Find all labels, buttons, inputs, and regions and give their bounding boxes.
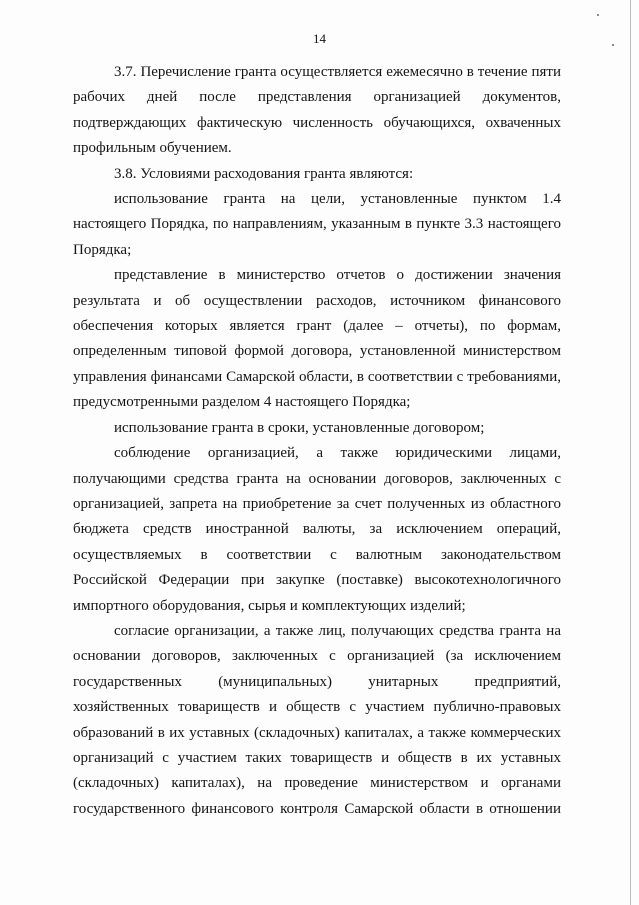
scan-edge <box>630 0 631 905</box>
scan-speck <box>597 14 599 16</box>
paragraph-3-7: 3.7. Перечисление гранта осуществляется ежемесячно в течение пяти рабочих дней после представления организацией документов, подтверждающих фактическую численность обучающихся, охваченных профильным обучением. <box>73 64 561 157</box>
document-body <box>73 60 561 822</box>
condition-purpose: использование гранта на цели, установленные пунктом 1.4 настоящего Порядка, по направлениям, указанным в пункте 3.3 настоящего Порядка; <box>73 191 561 258</box>
paragraph-3-8: 3.8. Условиями расходования гранта являются: <box>114 165 414 182</box>
condition-terms: использование гранта в сроки, установленные договором; <box>114 419 485 436</box>
condition-currency-ban: соблюдение организацией, а также юридическими лицами, получающими средства гранта на основании договоров, заключенных с организацией, запрета на приобретение за счет полученных из областного бюджета средств иностранной валюты, за исключением операций, осуществляемых в соответствии с валютным законодательством Российской Федерации при закупке (поставке) высокотехнологичного импортного оборудования, сырья и комплектующих изделий; <box>73 445 561 614</box>
condition-audit-consent: согласие организации, а также лиц, получающих средства гранта на основании договоров, заключенных с организацией (за исключением государственных (муниципальных) унитарных предприятий, хозяйственных товариществ и обществ с участием публично-правовых образований в их уставных (складочных) капиталах, а также коммерческих организаций с участием таких товариществ и обществ в их уставных (складочных) капиталах), на проведение министерством и органами государственного финансового контроля Самарской области в отношении <box>73 622 561 817</box>
page-number: 14 <box>313 31 326 46</box>
scan-speck <box>612 44 614 46</box>
condition-reports: представление в министерство отчетов о достижении значения результата и об осуществлении расходов, источником финансового обеспечения которых является грант (далее – отчеты), по формам, определенным типовой формой договора, установленной министерством управления финансами Самарской области, в соответствии с требованиями, предусмотренными разделом 4 настоящего Порядка; <box>73 267 561 411</box>
